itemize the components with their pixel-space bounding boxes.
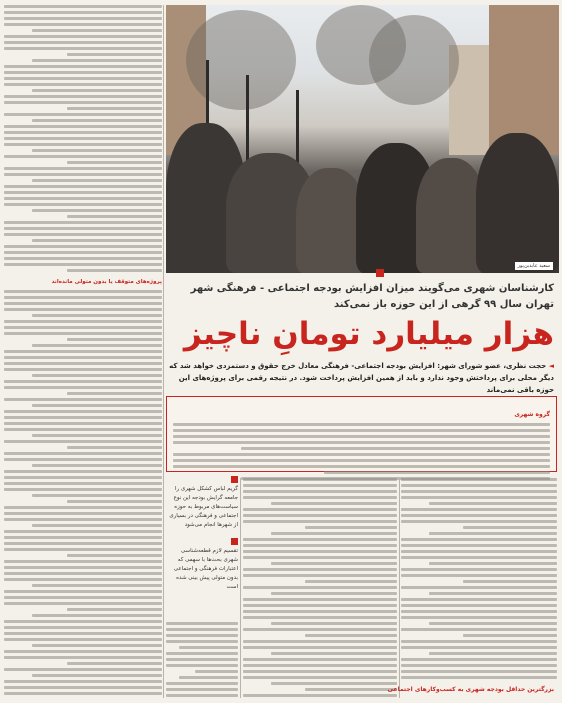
text-line — [4, 590, 162, 593]
text-line — [243, 484, 397, 487]
text-line — [243, 556, 397, 559]
text-line — [67, 161, 162, 164]
text-line — [4, 95, 162, 98]
text-line — [4, 410, 162, 413]
text-line — [4, 656, 162, 659]
body-column-right — [401, 478, 557, 683]
text-line — [4, 131, 162, 134]
text-line — [243, 640, 397, 643]
text-line — [67, 53, 162, 56]
text-line — [4, 143, 162, 146]
text-line — [429, 562, 557, 565]
text-line — [4, 638, 162, 641]
text-line — [401, 604, 557, 607]
text-line — [243, 628, 397, 631]
text-line — [429, 622, 557, 625]
text-line — [32, 524, 162, 527]
text-line — [4, 326, 162, 329]
text-line — [4, 125, 162, 128]
body-column-middle — [243, 478, 397, 700]
text-line — [401, 670, 557, 673]
text-line — [429, 592, 557, 595]
text-line — [401, 574, 557, 577]
text-line — [4, 35, 162, 38]
text-line — [4, 17, 162, 20]
text-line — [4, 518, 162, 521]
text-line — [4, 632, 162, 635]
text-line — [32, 179, 162, 182]
text-line — [401, 484, 557, 487]
text-line — [401, 628, 557, 631]
text-line — [4, 251, 162, 254]
text-line — [67, 107, 162, 110]
text-line — [463, 526, 557, 529]
left-text-column — [4, 5, 162, 275]
text-line — [32, 434, 162, 437]
intro-text — [173, 423, 550, 480]
text-line — [173, 459, 550, 462]
text-line — [195, 670, 238, 673]
text-line — [243, 676, 397, 679]
quote-marker-icon — [231, 476, 238, 483]
text-line — [166, 628, 238, 631]
text-line — [4, 155, 162, 158]
text-line — [305, 526, 397, 529]
text-line — [271, 682, 397, 685]
text-line — [67, 446, 162, 449]
text-line — [179, 676, 238, 679]
text-line — [401, 640, 557, 643]
text-line — [401, 676, 557, 679]
text-line — [401, 598, 557, 601]
text-line — [166, 622, 238, 625]
article-headline: هزار میلیارد تومانِ ناچیز — [183, 316, 554, 352]
text-line — [4, 65, 162, 68]
text-line — [32, 209, 162, 212]
text-line — [4, 572, 162, 575]
text-line — [4, 221, 162, 224]
text-line — [243, 508, 397, 511]
text-line — [32, 494, 162, 497]
column-divider — [399, 478, 400, 698]
text-line — [4, 422, 162, 425]
text-line — [4, 173, 162, 176]
text-line — [243, 610, 397, 613]
text-line — [4, 47, 162, 50]
text-line — [401, 514, 557, 517]
text-line — [243, 496, 397, 499]
text-line — [243, 520, 397, 523]
text-line — [4, 320, 162, 323]
text-line — [67, 215, 162, 218]
text-line — [243, 538, 397, 541]
text-line — [4, 245, 162, 248]
text-line — [463, 580, 557, 583]
text-line — [241, 447, 550, 450]
text-line — [179, 646, 238, 649]
text-line — [4, 380, 162, 383]
text-line — [32, 464, 162, 467]
text-line — [173, 435, 550, 438]
text-line — [4, 386, 162, 389]
article-kicker: کارشناسان شهری می‌گویند میزان افزایش بودجه اجتماعی - فرهنگی شهر تهران سال ۹۹ گرهی از این حوزه باز نمی‌کند — [190, 283, 554, 310]
pull-quote-2: تقسیم لازم قطعه‌شناسی شهری بحث‌ها با سهمی که اعتبارات فرهنگی و اجتماعی بدون متولی پیش بینی شده است — [173, 548, 238, 590]
text-line — [4, 356, 162, 359]
text-line — [166, 694, 238, 697]
text-line — [4, 440, 162, 443]
text-line — [401, 520, 557, 523]
text-line — [166, 688, 238, 691]
text-line — [401, 616, 557, 619]
text-line — [4, 350, 162, 353]
text-line — [166, 640, 238, 643]
text-line — [243, 490, 397, 493]
text-line — [243, 574, 397, 577]
text-line — [4, 197, 162, 200]
text-line — [401, 586, 557, 589]
text-line — [243, 694, 397, 697]
text-line — [4, 692, 162, 695]
text-line — [4, 428, 162, 431]
text-line — [271, 562, 397, 565]
text-line — [166, 664, 238, 667]
text-line — [4, 83, 162, 86]
text-line — [401, 646, 557, 649]
text-line — [4, 23, 162, 26]
text-line — [173, 465, 550, 468]
text-line — [429, 652, 557, 655]
text-line — [243, 598, 397, 601]
text-line — [4, 185, 162, 188]
text-line — [401, 658, 557, 661]
text-line — [67, 338, 162, 341]
text-line — [401, 478, 557, 481]
text-line — [4, 11, 162, 14]
text-line — [305, 634, 397, 637]
text-line — [173, 441, 550, 444]
text-line — [271, 502, 397, 505]
text-line — [243, 586, 397, 589]
text-line — [243, 514, 397, 517]
text-line — [4, 113, 162, 116]
text-line — [324, 471, 550, 474]
text-line — [4, 512, 162, 515]
text-line — [271, 532, 397, 535]
text-line — [32, 344, 162, 347]
text-line — [173, 429, 550, 432]
text-line — [4, 488, 162, 491]
intro-label: گروه شهری — [514, 411, 550, 418]
text-line — [4, 686, 162, 689]
text-line — [243, 670, 397, 673]
text-line — [401, 568, 557, 571]
text-line — [4, 566, 162, 569]
text-line — [243, 664, 397, 667]
text-line — [4, 470, 162, 473]
text-line — [166, 682, 238, 685]
text-line — [4, 560, 162, 563]
text-line — [4, 257, 162, 260]
text-line — [32, 614, 162, 617]
text-line — [4, 296, 162, 299]
text-line — [4, 332, 162, 335]
text-line — [4, 263, 162, 266]
text-line — [4, 416, 162, 419]
text-line — [401, 496, 557, 499]
text-line — [243, 478, 397, 481]
text-line — [4, 626, 162, 629]
text-line — [32, 149, 162, 152]
left-text-column-lower — [4, 290, 162, 698]
text-line — [4, 302, 162, 305]
text-line — [4, 290, 162, 293]
text-line — [243, 550, 397, 553]
column-divider — [240, 478, 241, 698]
text-line — [463, 634, 557, 637]
text-line — [401, 550, 557, 553]
pull-quote-column — [166, 476, 238, 616]
text-line — [166, 658, 238, 661]
text-line — [243, 646, 397, 649]
text-line — [243, 658, 397, 661]
photo-badge — [376, 269, 384, 277]
text-line — [32, 119, 162, 122]
text-line — [4, 5, 162, 8]
text-line — [4, 458, 162, 461]
text-line — [4, 452, 162, 455]
text-line — [32, 29, 162, 32]
text-line — [4, 668, 162, 671]
text-line — [173, 423, 550, 426]
text-line — [4, 71, 162, 74]
text-line — [271, 652, 397, 655]
text-line — [4, 476, 162, 479]
text-line — [67, 500, 162, 503]
text-line — [401, 556, 557, 559]
text-line — [243, 604, 397, 607]
text-line — [401, 538, 557, 541]
text-line — [4, 77, 162, 80]
text-line — [32, 644, 162, 647]
text-line — [67, 662, 162, 665]
text-line — [401, 490, 557, 493]
text-line — [67, 554, 162, 557]
photo-credit: سعید عابدین‌پور — [515, 262, 553, 270]
text-line — [4, 548, 162, 551]
text-line — [4, 362, 162, 365]
street-crowd-photo — [166, 5, 559, 273]
text-line — [4, 137, 162, 140]
text-line — [4, 167, 162, 170]
text-line — [4, 542, 162, 545]
text-line — [4, 620, 162, 623]
text-line — [4, 233, 162, 236]
text-line — [243, 616, 397, 619]
text-line — [401, 610, 557, 613]
text-line — [32, 239, 162, 242]
text-line — [67, 392, 162, 395]
text-line — [243, 544, 397, 547]
intro-box — [166, 396, 557, 472]
text-line — [173, 453, 550, 456]
text-line — [32, 374, 162, 377]
text-line — [4, 398, 162, 401]
text-line — [32, 404, 162, 407]
lead-arrow-icon: ◄ — [548, 362, 554, 370]
text-line — [4, 650, 162, 653]
text-line — [4, 203, 162, 206]
text-line — [305, 580, 397, 583]
text-line — [32, 59, 162, 62]
text-line — [4, 368, 162, 371]
text-line — [243, 568, 397, 571]
text-line — [271, 622, 397, 625]
text-line — [4, 101, 162, 104]
text-line — [166, 652, 238, 655]
pull-quote-1: گریم لباس کشکل شهری را جامعه گرایش بودجه این نوع سیاست‌های مربوط به حوزه اجتماعی و فرهنگی در بسیاری از شهرها انجام می‌شود — [169, 486, 238, 528]
text-line — [32, 674, 162, 677]
footer-subhead: بزرگترین حداقل بودجه شهری به کسب‌وکارهای اجتماعی — [387, 686, 554, 693]
text-line — [4, 596, 162, 599]
text-line — [401, 544, 557, 547]
quote-marker-icon — [231, 538, 238, 545]
text-line — [4, 41, 162, 44]
text-line — [32, 314, 162, 317]
text-line — [4, 227, 162, 230]
left-column-subhead: پروژه‌های متوقف یا بدون متولی مانده‌اند — [51, 279, 162, 285]
text-line — [166, 634, 238, 637]
body-column-sidebar-lower — [166, 622, 238, 700]
text-line — [67, 269, 162, 272]
text-line — [4, 506, 162, 509]
text-line — [401, 508, 557, 511]
lead-text: حجت نظری، عضو شورای شهر: افزایش بودجه اجتماعی- فرهنگی معادل خرج حقوق و دستمزدی خواهد شد که دیگر محلی برای پرداختش وجود ندارد و باید از همین افزایش پرداخت شود. در نتیجه رقمی برای پروژه‌های این حوزه باقی نمی‌ماند — [169, 362, 554, 394]
text-line — [4, 191, 162, 194]
text-line — [271, 592, 397, 595]
text-line — [4, 536, 162, 539]
text-line — [429, 502, 557, 505]
text-line — [32, 89, 162, 92]
text-line — [4, 308, 162, 311]
text-line — [4, 530, 162, 533]
text-line — [429, 532, 557, 535]
text-line — [32, 584, 162, 587]
text-line — [4, 578, 162, 581]
text-line — [401, 664, 557, 667]
article-lead — [162, 360, 554, 396]
text-line — [4, 602, 162, 605]
text-line — [67, 608, 162, 611]
text-line — [4, 680, 162, 683]
text-line — [4, 482, 162, 485]
